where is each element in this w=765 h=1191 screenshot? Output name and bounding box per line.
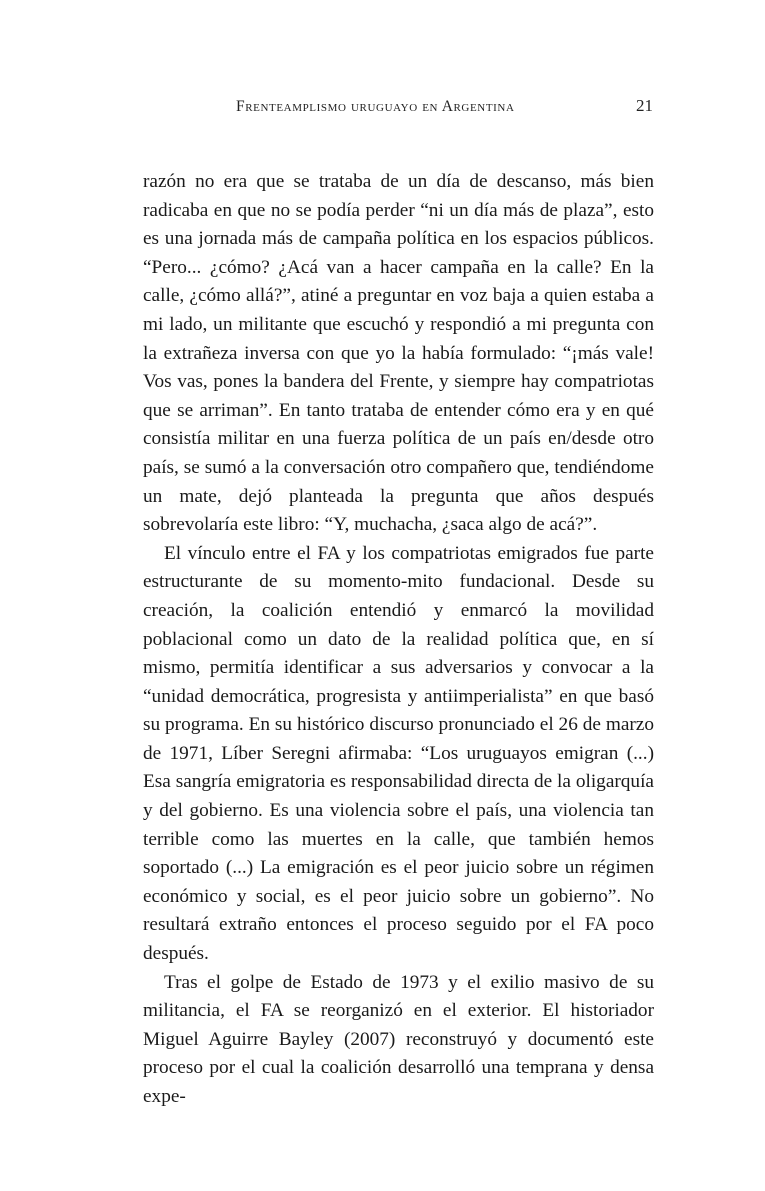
paragraph: El vínculo entre el FA y los compatriotas emigrados fue parte estructurante de su momento-mito fundacional. Desde su creación, la coalición entendió y enmarcó la movilidad poblacional como un dato de la realidad política que, en sí mismo, permitía identificar a sus adversarios y convocar a la “unidad democrática, progresista y antiimperialista” en que basó su programa. En su histórico discurso pronunciado el 26 de marzo de 1971, Líber Seregni afirmaba: “Los uruguayos emigran (...) Esa sangría emigratoria es responsabilidad directa de la oligarquía y del gobierno. Es una violencia sobre el país, una violencia tan terrible como las muertes en la calle, que también hemos soportado (...) La emigración es el peor juicio sobre un régimen económico y social, es el peor juicio sobre un gobierno”. No resultará extraño entonces el proceso seguido por el FA poco después. xyxy=(143,542,654,965)
paragraph-continued: razón no era que se trataba de un día de descanso, más bien radicaba en que no se podía perder “ni un día más de plaza”, esto es una jornada más de campaña política en los espacios públicos. “Pero... ¿cómo? ¿Acá van a hacer campaña en la calle? En la calle, ¿cómo allá?”, atiné a preguntar en voz baja a quien estaba a mi lado, un militante que escuchó y respondió a mi pregunta con la extrañeza inversa con que yo la había formulado: “¡más vale! Vos vas, pones la bandera del Frente, y siempre hay compatriotas que se arriman”. En tanto trataba de entender cómo era y en qué consistía militar en una fuerza política de un país en/desde otro país, se sumó a la conversación otro compañero que, tendiéndome un mate, dejó planteada la pregunta que años después sobrevolaría este libro: “Y, muchacha, ¿saca algo de acá?”. xyxy=(143,171,654,536)
page-number: 21 xyxy=(636,96,653,115)
body-text xyxy=(143,168,654,1112)
paragraph: Tras el golpe de Estado de 1973 y el exilio masivo de su militancia, el FA se reorganizó en el exterior. El historiador Miguel Aguirre Bayley (2007) reconstruyó y documentó este proceso por el cual la coalición desarrolló una temprana y densa expe- xyxy=(143,971,654,1107)
running-head-title: Frenteamplismo uruguayo en Argentina xyxy=(236,98,515,115)
